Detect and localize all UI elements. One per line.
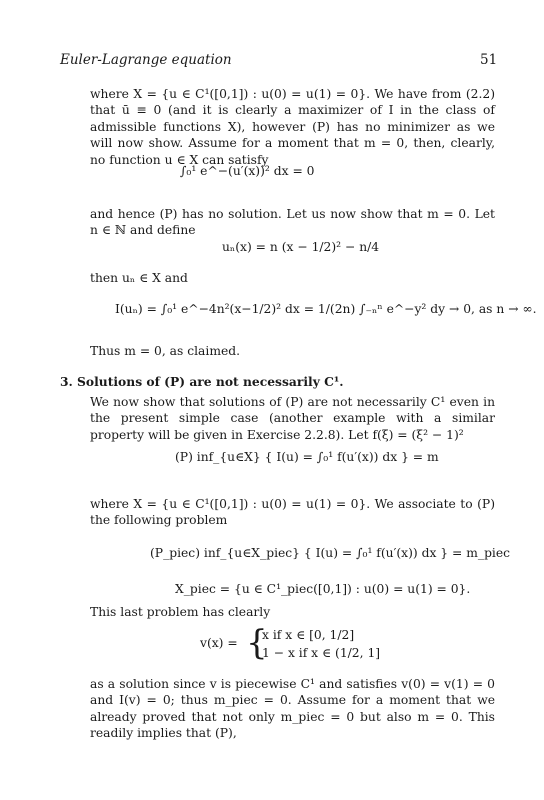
running-header-title: Euler-Lagrange equation [60,52,232,68]
paragraph-3: then uₙ ∈ X and [90,271,188,285]
paragraph-5: We now show that solutions of (P) are not necessarily C¹ even in the present simple case (another example with a similar property will be given in Exercise 2.2.8). Let f(ξ) = (ξ² − 1)² [90,395,495,442]
equation-5: (P_piec) inf_{u∈X_piec} { I(u) = ∫₀¹ f(u′(x)) dx } = m_piec [150,546,511,560]
equation-7-case-1: x if x ∈ [0, 1/2] [262,628,355,642]
paragraph-6: where X = {u ∈ C¹([0,1]) : u(0) = u(1) = 0}. We associate to (P) the following problem [90,497,495,528]
paragraph-8: as a solution since v is piecewise C¹ and satisfies v(0) = v(1) = 0 and I(v) = 0; thus m_piec = 0. Assume for a moment that we already proved that not only m_piec = 0 but also m = 0. This readily implies that (P), [90,677,495,741]
equation-7-case-2: 1 − x if x ∈ (1/2, 1] [262,646,381,660]
equation-2: uₙ(x) = n (x − 1/2)² − n/4 [222,240,380,254]
equation-6: X_piec = {u ∈ C¹_piec([0,1]) : u(0) = u(1) = 0}. [175,582,471,596]
left-brace: { [246,623,268,663]
equation-3: I(uₙ) = ∫₀¹ e^−4n²(x−1/2)² dx = 1/(2n) ∫₋ₙⁿ e^−y² dy → 0, as n → ∞. [115,302,537,316]
section-number: 3. [60,374,73,389]
paragraph-2: and hence (P) has no solution. Let us now show that m = 0. Let n ∈ ℕ and define [90,207,495,238]
paragraph-1: where X = {u ∈ C¹([0,1]) : u(0) = u(1) = 0}. We have from (2.2) that ū ≡ 0 (and it is clearly a maximizer of I in the class of admissible functions X), however (P) has no minimizer as we will now show. Assume for a moment that m = 0, then, clearly, no function u ∈ X can satisfy [90,87,495,167]
paragraph-4: Thus m = 0, as claimed. [90,344,241,358]
equation-1: ∫₀¹ e^−(u′(x))² dx = 0 [180,164,315,178]
section-title: Solutions of (P) are not necessarily C¹. [77,374,344,389]
page-number: 51 [480,52,498,68]
equation-4: (P) inf_{u∈X} { I(u) = ∫₀¹ f(u′(x)) dx } = m [175,450,439,464]
equation-7-lhs: v(x) = [200,636,238,650]
paragraph-7: This last problem has clearly [90,605,271,619]
